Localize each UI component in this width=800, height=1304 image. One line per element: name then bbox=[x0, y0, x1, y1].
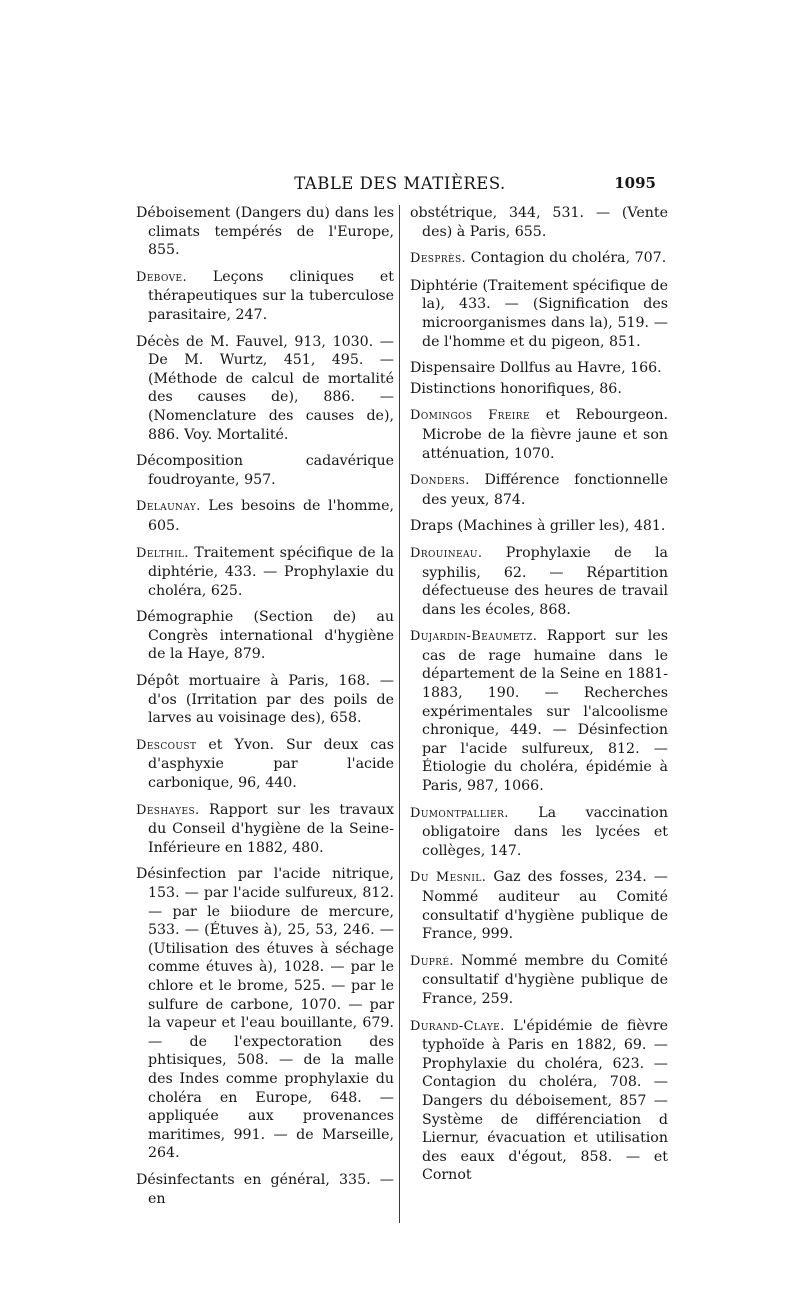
index-entry bbox=[136, 544, 394, 601]
entry-author: Deshayes. bbox=[136, 802, 200, 818]
entry-text: Draps (Machines à griller les), 481. bbox=[410, 518, 666, 535]
entry-author: Dupré. bbox=[410, 953, 454, 969]
index-entry bbox=[136, 268, 394, 325]
index-entry bbox=[410, 277, 668, 351]
index-entry bbox=[136, 452, 394, 489]
entry-text: Décomposition cadavérique foudroyante, 957. bbox=[136, 453, 394, 488]
entry-text: Rapport sur les cas de rage humaine dans le département de la Seine en 1881-1883, 190. — Recherches expérimentales sur l'alcoolisme chronique, 449. — Désinfection par l'acide sulfureux, 812. — Étiologie du choléra, épidémie à Paris, 987, 1066. bbox=[422, 628, 668, 795]
entry-author: Drouineau. bbox=[410, 545, 483, 561]
index-entry bbox=[410, 952, 668, 1009]
entry-author: Donders. bbox=[410, 473, 470, 489]
entry-text: Rapport sur les travaux du Conseil d'hygiène de la Seine-Inférieure en 1882, 480. bbox=[148, 801, 394, 856]
entry-text: Gaz des fosses, 234. — Nommé auditeur au Comité consultatif d'hygiène publique de France, 999. bbox=[422, 869, 668, 943]
entry-text: Les besoins de l'homme, 605. bbox=[148, 498, 394, 534]
index-entry bbox=[136, 608, 394, 664]
index-entry bbox=[410, 1017, 668, 1185]
entry-text: Décès de M. Fauvel, 913, 1030. — De M. Wurtz, 451, 495. — (Méthode de calcul de mortalité des causes de), 886. — (Nomenclature des causes de), 886. Voy. Mortalité. bbox=[136, 333, 394, 443]
entry-text: et Yvon. Sur deux cas d'asphyxie par l'acide carbonique, 96, 440. bbox=[148, 736, 394, 792]
entry-text: Diphtérie (Traitement spécifique de la), 433. — (Signification des microorganismes dans la), 519. — de l'homme et du pigeon, 851. bbox=[410, 277, 668, 350]
entry-author: Du Mesnil. bbox=[410, 870, 487, 886]
index-entry bbox=[136, 865, 394, 1163]
entry-text: Démographie (Section de) au Congrès international d'hygiène de la Haye, 879. bbox=[136, 609, 394, 663]
entry-text: Déboisement (Dangers du) dans les climats tempérés de l'Europe, 855. bbox=[136, 205, 394, 259]
entry-author: Descoust bbox=[136, 737, 197, 753]
entry-text: La vaccination obligatoire dans les lycées et collèges, 147. bbox=[422, 804, 668, 859]
page-number: 1095 bbox=[614, 174, 656, 192]
entry-text: Prophylaxie de la syphilis, 62. — Répartition défectueuse des heures de travail dans les écoles, 868. bbox=[422, 544, 668, 618]
index-entry bbox=[410, 204, 668, 241]
entry-author: Delaunay. bbox=[136, 499, 201, 515]
index-entry bbox=[136, 204, 394, 260]
entry-author: Desprès. bbox=[410, 251, 467, 267]
index-entry bbox=[136, 497, 394, 535]
index-entry bbox=[136, 333, 394, 445]
index-entry bbox=[136, 1171, 394, 1208]
entry-author: Debove. bbox=[136, 269, 187, 285]
right-column bbox=[410, 204, 668, 1193]
entry-text: Nommé membre du Comité consultatif d'hygiène publique de France, 259. bbox=[422, 952, 668, 1007]
entry-text: Différence fonctionnelle des yeux, 874. bbox=[422, 472, 668, 508]
entry-text: Traitement spécifique de la diphtérie, 433. — Prophylaxie du choléra, 625. bbox=[148, 544, 394, 599]
index-entry bbox=[410, 804, 668, 861]
index-entry bbox=[410, 627, 668, 795]
index-entry bbox=[410, 471, 668, 509]
entry-author: Dumontpallier. bbox=[410, 805, 509, 821]
entry-text: et Rebourgeon. Microbe de la fièvre jaune et son atténuation, 1070. bbox=[422, 407, 668, 462]
entry-text: Désinfection par l'acide nitrique, 153. — par l'acide sulfureux, 812. — par le biiodure de mercure, 533. — (Étuves à), 25, 53, 246. — (Utilisation des étuves à séchage comme étuves à), 1028. — par le chlore et le brome, 525. — par le sulfure de carbone, 1070. — par la vapeur et l'eau bouillante, 679. — de l'expectoration des phtisiques, 508. — de la malle des Indes comme prophylaxie du choléra en Europe, 648. — appliquée aux provenances maritimes, 991. — de Marseille, 264. bbox=[136, 866, 394, 1162]
index-entry bbox=[136, 672, 394, 728]
entry-text: Dispensaire Dollfus au Havre, 166. bbox=[410, 360, 662, 377]
entry-text: Dépôt mortuaire à Paris, 168. — d'os (Irritation par des poils de larves au voisinage des), 658. bbox=[136, 673, 394, 727]
column-divider bbox=[399, 205, 400, 1223]
index-entry bbox=[410, 249, 668, 269]
index-entry bbox=[136, 736, 394, 793]
entry-text: L'épidémie de fièvre typhoïde à Paris en 1882, 69. — Prophylaxie du choléra, 623. — Contagion du choléra, 708. — Dangers du déboisement, 857 — Système de différenciation d Liernur, évacuation et utilisation des eaux d'égout, 858. — et Cornot bbox=[422, 1017, 668, 1184]
index-entry bbox=[410, 544, 668, 619]
entry-author: Domingos Freire bbox=[410, 408, 530, 424]
index-entry bbox=[410, 406, 668, 463]
index-entry bbox=[410, 868, 668, 943]
entry-author: Delthil. bbox=[136, 545, 189, 561]
entry-author: Durand-Claye. bbox=[410, 1018, 505, 1034]
index-entry bbox=[410, 380, 668, 399]
index-entry bbox=[410, 359, 668, 378]
running-title: TABLE DES MATIÈRES. bbox=[294, 174, 506, 193]
entry-text: Contagion du choléra, 707. bbox=[466, 250, 667, 267]
entry-text: Leçons cliniques et thérapeutiques sur la tuberculose parasitaire, 247. bbox=[148, 268, 394, 323]
index-entry bbox=[136, 801, 394, 858]
entry-author: Dujardin-Beaumetz. bbox=[410, 629, 538, 645]
left-column bbox=[136, 204, 394, 1216]
entry-text: obstétrique, 344, 531. — (Vente des) à Paris, 655. bbox=[410, 205, 668, 240]
entry-text: Désinfectants en général, 335. — en bbox=[136, 1171, 394, 1207]
index-entry bbox=[410, 517, 668, 536]
entry-text: Distinctions honorifiques, 86. bbox=[410, 380, 622, 397]
